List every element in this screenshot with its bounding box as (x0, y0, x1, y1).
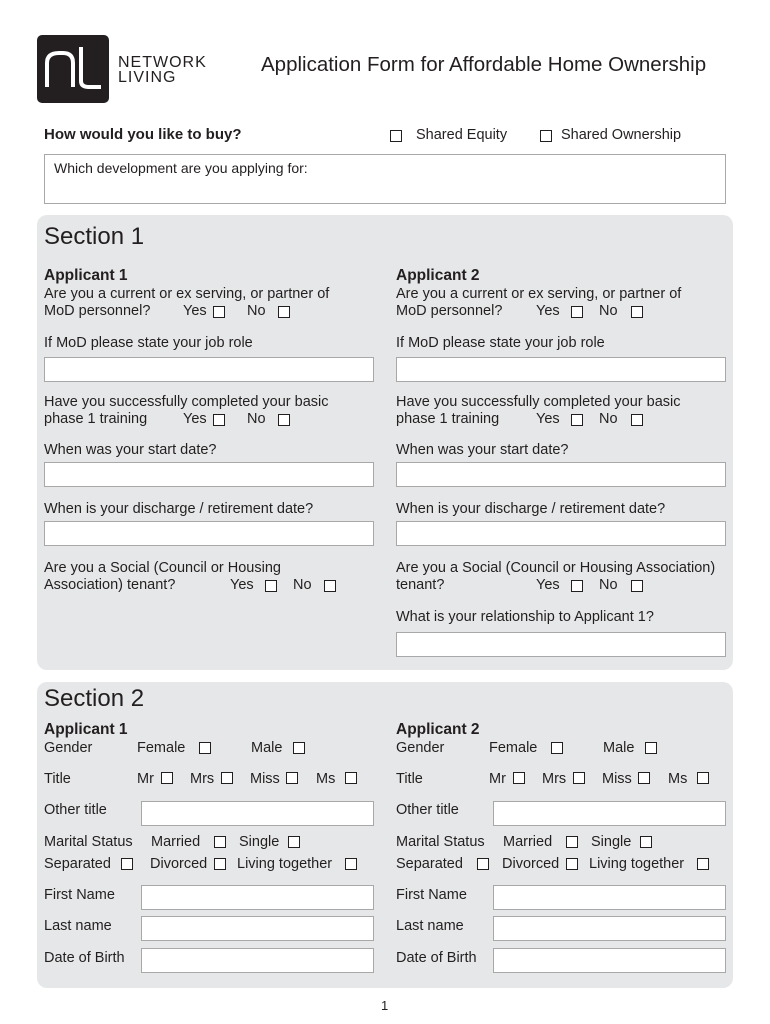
s1-a1-start-date-label: When was your start date? (44, 442, 217, 458)
s2-a1-miss-label: Miss (250, 771, 280, 787)
s1-a1-training-yes-checkbox[interactable] (213, 414, 225, 426)
s2-a1-title-label: Title (44, 771, 71, 787)
development-field[interactable] (44, 154, 726, 204)
s2-a1-first-name-input[interactable] (141, 885, 374, 910)
s2-a2-other-title-label: Other title (396, 802, 459, 818)
s2-a1-dob-input[interactable] (141, 948, 374, 973)
s1-a1-training-no-label: No (247, 411, 266, 427)
page-number: 1 (381, 998, 389, 1013)
logo-mark (37, 35, 109, 103)
s2-a2-married-checkbox[interactable] (566, 836, 578, 848)
s1-a2-job-role-input[interactable] (396, 357, 726, 382)
s2-a1-gender-label: Gender (44, 740, 93, 756)
s2-a1-first-name-label: First Name (44, 887, 115, 903)
s2-a2-first-name-input[interactable] (493, 885, 726, 910)
s2-a1-female-checkbox[interactable] (199, 742, 211, 754)
s2-a2-title-label: Title (396, 771, 423, 787)
s2-a1-male-checkbox[interactable] (293, 742, 305, 754)
s1-a1-discharge-label: When is your discharge / retirement date? (44, 501, 314, 517)
s1-a2-training-yes-checkbox[interactable] (571, 414, 583, 426)
shared-equity-label: Shared Equity (416, 127, 508, 143)
shared-ownership-label: Shared Ownership (561, 127, 682, 143)
s2-a2-single-label: Single (591, 834, 632, 850)
development-label: Which development are you applying for: (54, 160, 308, 176)
s1-applicant2-heading: Applicant 2 (396, 267, 480, 284)
s2-a2-ms-checkbox[interactable] (697, 772, 709, 784)
s1-a1-tenant-yes-checkbox[interactable] (265, 580, 277, 592)
s2-a1-mrs-checkbox[interactable] (221, 772, 233, 784)
s2-a1-divorced-checkbox[interactable] (214, 858, 226, 870)
s2-a2-dob-label: Date of Birth (396, 950, 477, 966)
s2-a2-first-name-label: First Name (396, 887, 467, 903)
s1-a2-tenant-no-checkbox[interactable] (631, 580, 643, 592)
s2-a1-dob-label: Date of Birth (44, 950, 125, 966)
s2-a1-other-title-input[interactable] (141, 801, 374, 826)
s2-a1-male-label: Male (251, 740, 283, 756)
s2-a1-separated-label: Separated (44, 856, 111, 872)
s1-a1-training-line2: phase 1 training (44, 411, 148, 427)
s1-a1-job-role-label: If MoD please state your job role (44, 335, 253, 351)
s1-a2-job-role-label: If MoD please state your job role (396, 335, 605, 351)
s1-a1-training-yes-label: Yes (183, 411, 207, 427)
s2-a2-living-together-checkbox[interactable] (697, 858, 709, 870)
s1-a2-tenant-yes-label: Yes (536, 577, 560, 593)
s1-a2-tenant-line1: Are you a Social (Council or Housing Association) (396, 560, 716, 576)
s2-a2-female-checkbox[interactable] (551, 742, 563, 754)
s2-a2-last-name-label: Last name (396, 918, 464, 934)
s1-a1-start-date-input[interactable] (44, 462, 374, 487)
s1-a2-mod-no-checkbox[interactable] (631, 306, 643, 318)
s1-a2-mod-question-line2: MoD personnel? (396, 303, 503, 319)
s1-a1-tenant-line2: Association) tenant? (44, 577, 176, 593)
s2-a1-mr-checkbox[interactable] (161, 772, 173, 784)
s2-a2-mrs-label: Mrs (542, 771, 567, 787)
logo-text-living: LIVING (118, 69, 177, 86)
s1-a1-job-role-input[interactable] (44, 357, 374, 382)
s1-a1-mod-no-label: No (247, 303, 266, 319)
s2-a2-male-label: Male (603, 740, 635, 756)
s2-a1-living-together-checkbox[interactable] (345, 858, 357, 870)
s2-a2-dob-input[interactable] (493, 948, 726, 973)
s2-a2-mr-checkbox[interactable] (513, 772, 525, 784)
s1-a1-tenant-no-checkbox[interactable] (324, 580, 336, 592)
s2-a2-divorced-label: Divorced (502, 856, 560, 872)
shared-ownership-checkbox[interactable] (540, 130, 552, 142)
s2-a2-mrs-checkbox[interactable] (573, 772, 585, 784)
s1-a2-training-no-label: No (599, 411, 618, 427)
s1-a1-training-no-checkbox[interactable] (278, 414, 290, 426)
s1-a2-mod-yes-label: Yes (536, 303, 560, 319)
s2-a2-mr-label: Mr (489, 771, 506, 787)
s2-a1-divorced-label: Divorced (150, 856, 208, 872)
s2-a2-gender-label: Gender (396, 740, 445, 756)
s2-a2-miss-label: Miss (602, 771, 632, 787)
s2-a2-male-checkbox[interactable] (645, 742, 657, 754)
s1-a1-tenant-yes-label: Yes (230, 577, 254, 593)
s2-a1-mr-label: Mr (137, 771, 154, 787)
s2-a1-last-name-input[interactable] (141, 916, 374, 941)
s1-a1-mod-question-line1: Are you a current or ex serving, or partner of (44, 286, 330, 302)
section2-title: Section 2 (44, 685, 145, 712)
s2-a2-other-title-input[interactable] (493, 801, 726, 826)
s1-a1-mod-no-checkbox[interactable] (278, 306, 290, 318)
s1-a2-training-line2: phase 1 training (396, 411, 500, 427)
s2-a2-single-checkbox[interactable] (640, 836, 652, 848)
s2-a2-living-together-label: Living together (589, 856, 685, 872)
s1-a1-tenant-line1: Are you a Social (Council or Housing (44, 560, 281, 576)
s1-a1-discharge-input[interactable] (44, 521, 374, 546)
s1-a2-start-date-label: When was your start date? (396, 442, 569, 458)
s1-a2-discharge-input[interactable] (396, 521, 726, 546)
logo-text-network: NETWORK (118, 54, 207, 71)
shared-equity-checkbox[interactable] (390, 130, 402, 142)
s2-a1-last-name-label: Last name (44, 918, 112, 934)
s2-a1-mrs-label: Mrs (190, 771, 215, 787)
s2-a1-other-title-label: Other title (44, 802, 107, 818)
s2-a2-separated-label: Separated (396, 856, 463, 872)
s2-a1-ms-checkbox[interactable] (345, 772, 357, 784)
s1-a2-tenant-line2: tenant? (396, 577, 445, 593)
s2-a2-married-label: Married (503, 834, 553, 850)
s1-a2-mod-question-line1: Are you a current or ex serving, or partner of (396, 286, 682, 302)
s2-a2-miss-checkbox[interactable] (638, 772, 650, 784)
s1-a1-mod-yes-label: Yes (183, 303, 207, 319)
s1-a1-training-line1: Have you successfully completed your basic (44, 394, 329, 410)
s1-a2-discharge-label: When is your discharge / retirement date? (396, 501, 666, 517)
s2-a2-divorced-checkbox[interactable] (566, 858, 578, 870)
page-title: Application Form for Affordable Home Ownership (261, 53, 707, 76)
s2-applicant2-heading: Applicant 2 (396, 721, 480, 738)
s1-a2-start-date-input[interactable] (396, 462, 726, 487)
s1-a2-relationship-input[interactable] (396, 632, 726, 657)
s1-a1-tenant-no-label: No (293, 577, 312, 593)
s2-a2-last-name-input[interactable] (493, 916, 726, 941)
s2-a2-ms-label: Ms (668, 771, 688, 787)
s1-a2-relationship-label: What is your relationship to Applicant 1? (396, 609, 654, 625)
s2-a1-married-label: Married (151, 834, 201, 850)
s2-a2-marital-label: Marital Status (396, 834, 485, 850)
s1-a2-mod-no-label: No (599, 303, 618, 319)
s2-a1-married-checkbox[interactable] (214, 836, 226, 848)
s1-a2-tenant-yes-checkbox[interactable] (571, 580, 583, 592)
s1-a2-tenant-no-label: No (599, 577, 618, 593)
s1-a1-mod-question-line2: MoD personnel? (44, 303, 151, 319)
s1-a2-training-no-checkbox[interactable] (631, 414, 643, 426)
s2-a1-miss-checkbox[interactable] (286, 772, 298, 784)
s2-a1-ms-label: Ms (316, 771, 336, 787)
s2-applicant1-heading: Applicant 1 (44, 721, 128, 738)
s1-a2-training-yes-label: Yes (536, 411, 560, 427)
s2-a1-single-checkbox[interactable] (288, 836, 300, 848)
section1-title: Section 1 (44, 223, 145, 250)
s2-a1-female-label: Female (137, 740, 186, 756)
s1-a1-mod-yes-checkbox[interactable] (213, 306, 225, 318)
s2-a1-marital-label: Marital Status (44, 834, 133, 850)
s1-a2-training-line1: Have you successfully completed your basic (396, 394, 681, 410)
s2-a2-female-label: Female (489, 740, 538, 756)
buy-question: How would you like to buy? (44, 126, 242, 143)
s2-a1-separated-checkbox[interactable] (121, 858, 133, 870)
s2-a1-living-together-label: Living together (237, 856, 333, 872)
s2-a2-separated-checkbox[interactable] (477, 858, 489, 870)
s1-applicant1-heading: Applicant 1 (44, 267, 128, 284)
s1-a2-mod-yes-checkbox[interactable] (571, 306, 583, 318)
s2-a1-single-label: Single (239, 834, 280, 850)
